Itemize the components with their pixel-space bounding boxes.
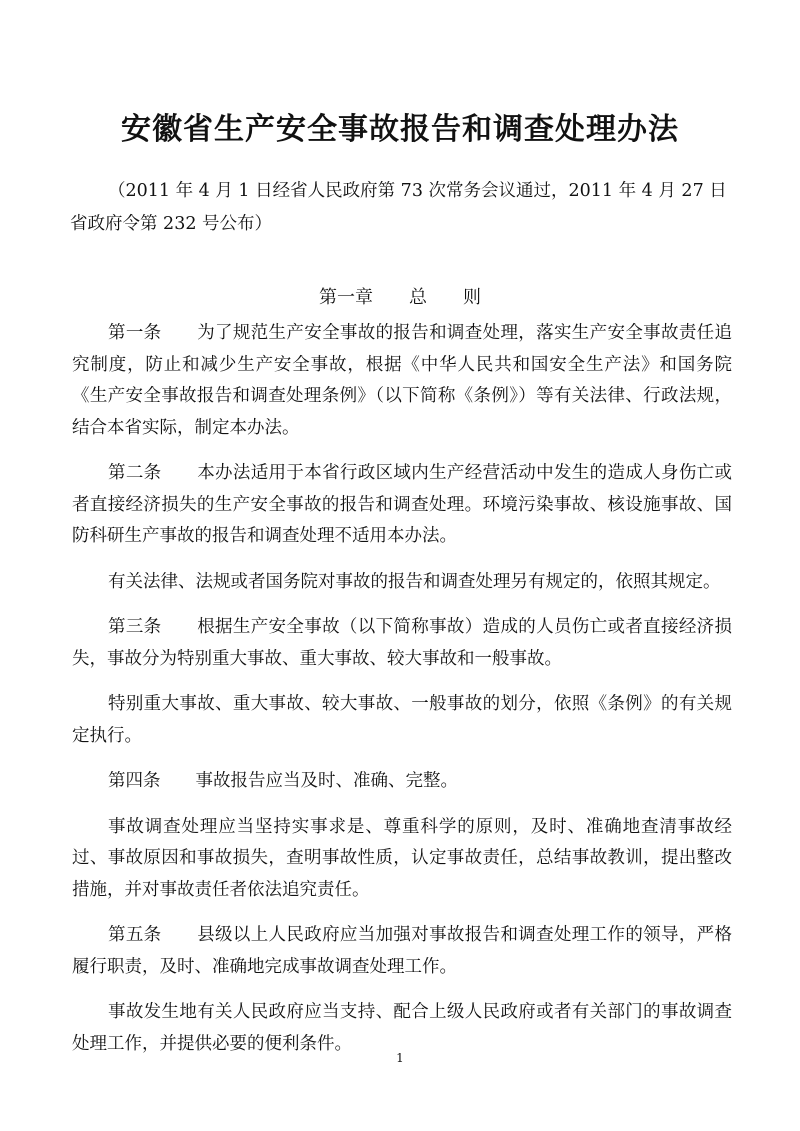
- paragraph-text: 本办法适用于本省行政区域内生产经营活动中发生的造成人身伤亡或者直接经济损失的生产安全事故的报告和调查处理。环境污染事故、核设施事故、国防科研生产事故的报告和调查处理不适用本办法。: [72, 463, 733, 546]
- article-number: 第五条: [108, 925, 162, 945]
- document-body: [72, 318, 732, 1074]
- paragraph-article-4: [72, 766, 732, 798]
- chapter-heading: 第一章 总 则: [319, 287, 481, 308]
- article-number: 第二条: [108, 463, 162, 483]
- paragraph-article-2: [72, 458, 732, 553]
- paragraph-text-block: [72, 567, 732, 599]
- paragraph-article-5: [72, 920, 732, 983]
- adoption-note: （2011 年 4 月 1 日经省人民政府第 73 次常务会议通过，2011 年 4 月 27 日省政府令第 232 号公布）: [70, 181, 727, 234]
- paragraph-text: 根据生产安全事故（以下简称事故）造成的人员伤亡或者直接经济损失，事故分为特别重大事故、重大事故、较大事故和一般事故。: [72, 617, 733, 669]
- paragraph-text: 事故发生地有关人民政府应当支持、配合上级人民政府或者有关部门的事故调查处理工作，并提供必要的便利条件。: [72, 1002, 732, 1054]
- paragraph-text: 事故调查处理应当坚持实事求是、尊重科学的原则，及时、准确地查清事故经过、事故原因和事故损失，查明事故性质，认定事故责任，总结事故教训，提出整改措施，并对事故责任者依法追究责任。: [72, 816, 732, 900]
- paragraph-article-1: [72, 318, 732, 444]
- article-number: 第三条: [108, 617, 162, 637]
- article-number: 第四条: [108, 771, 161, 791]
- article-number: 第一条: [108, 323, 162, 343]
- paragraph-text: 特别重大事故、重大事故、较大事故、一般事故的划分，依照《条例》的有关规定执行。: [72, 694, 732, 746]
- paragraph-text-block: [72, 689, 732, 752]
- page-number: 1: [396, 1051, 404, 1065]
- paragraph-article-3: [72, 612, 732, 675]
- paragraph-text: 有关法律、法规或者国务院对事故的报告和调查处理另有规定的，依照其规定。: [108, 571, 721, 592]
- paragraph-text: 事故报告应当及时、准确、完整。: [195, 771, 458, 791]
- paragraph-text: 县级以上人民政府应当加强对事故报告和调查处理工作的领导，严格履行职责，及时、准确地完成事故调查处理工作。: [72, 925, 733, 977]
- paragraph-text-block: [72, 812, 732, 907]
- document-title: 安徽省生产安全事故报告和调查处理办法: [121, 112, 679, 147]
- paragraph-text: 为了规范生产安全事故的报告和调查处理，落实生产安全事故责任追究制度，防止和减少生产安全事故，根据《中华人民共和国安全生产法》和国务院《生产安全事故报告和调查处理条例》（以下简称《条例》）等有关法律、行政法规，结合本省实际，制定本办法。: [72, 323, 733, 438]
